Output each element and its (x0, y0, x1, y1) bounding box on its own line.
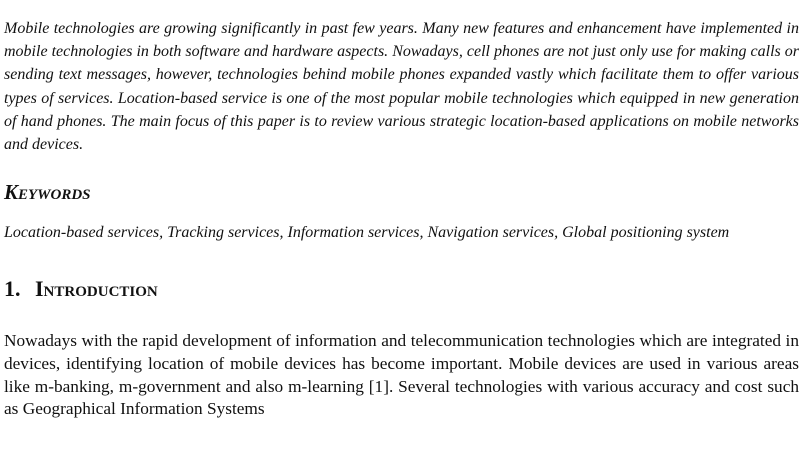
section-title: Introduction (35, 276, 158, 302)
keywords-text: Location-based services, Tracking services, Information services, Navigation services, Global positioning system (4, 224, 730, 242)
abstract-paragraph: Mobile technologies are growing significantly in past few years. Many new features and enhancement have implemented in mobile technologies in both software and hardware aspects. Nowadays, cell phones are not just only use for making calls or sending text messages, however, technologies behind mobile phones expanded vastly which facilitate them to offer various types of services. Location-based service is one of the most popular mobile technologies which equipped in new generation of hand phones. The main focus of this paper is to review various strategic location-based applications on mobile networks and devices. (4, 20, 799, 154)
introduction-heading (4, 275, 799, 303)
section-number: 1. (4, 276, 21, 302)
keywords-heading: Keywords (4, 180, 91, 205)
paper-page (4, 0, 799, 421)
introduction-paragraph: Nowadays with the rapid development of information and telecommunication technologies which are integrated in devices, identifying location of mobile devices has become important. Mobile devices are used in various areas like m-banking, m-government and also m-learning [1]. Several technologies with various accuracy and cost such as Geographical Information Systems (4, 331, 799, 419)
